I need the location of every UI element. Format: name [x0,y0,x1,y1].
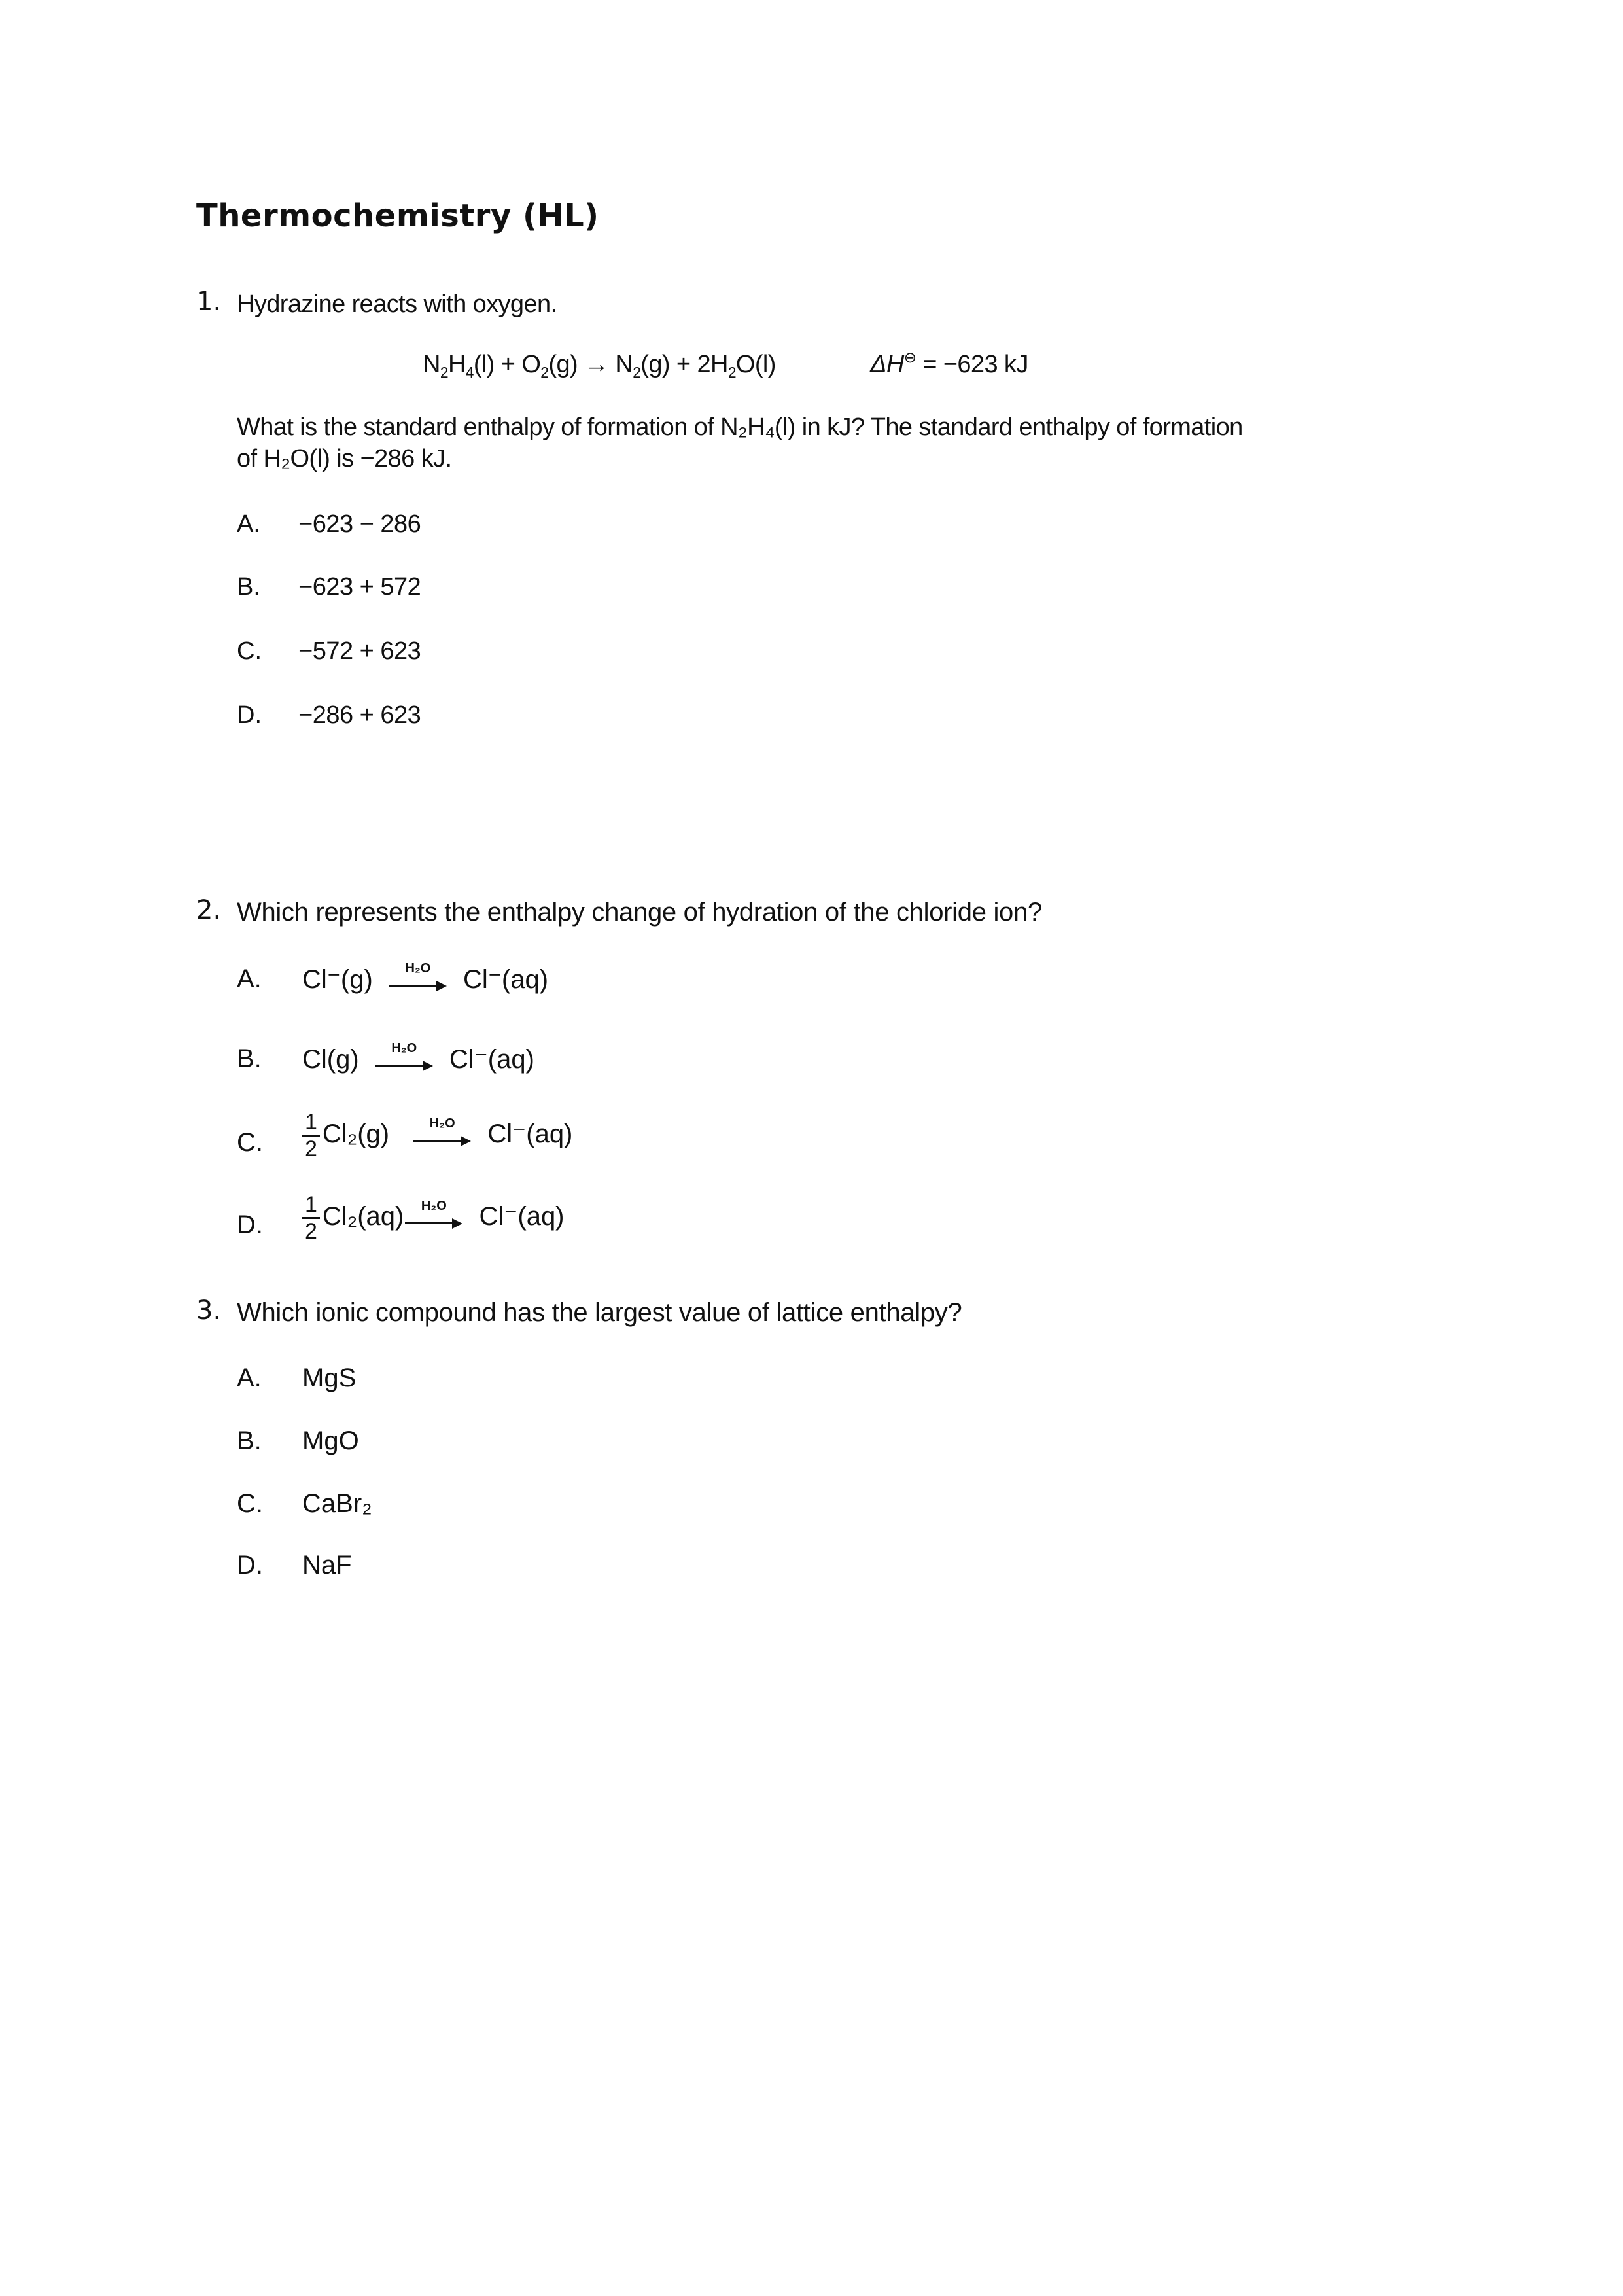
question-1-equation: $N_2H_4(l) + O_2(g) \to N_2(g) + 2H_2O(l)$ [423,351,776,381]
q2-option-d-letter: D. [237,1210,263,1239]
question-2-text: Which represents the enthalpy change of hydration of the chloride ion? [237,898,1042,927]
q2-option-d-product: Cl⁻(aq) [479,1202,565,1231]
question-1-text-line2: of H₂O(l) is −286 kJ. [237,445,452,472]
q2-option-b-equation [302,1041,534,1074]
q3-option-a-text: MgS [302,1364,357,1392]
arrow-label: H₂O [391,1041,417,1056]
q2-option-a-reactant: Cl⁻(g) [302,965,373,994]
question-1-intro: Hydrazine reacts with oxygen. [237,291,557,318]
page-title: Thermochemistry (HL) [196,198,599,234]
question-3-text: Which ionic compound has the largest value of lattice enthalpy? [237,1298,962,1327]
reaction-arrow [375,1041,433,1074]
reaction-arrow [389,961,447,994]
arrow-label: H₂O [421,1198,447,1213]
q3-option-c-letter: C. [237,1489,263,1518]
q3-option-a-letter: A. [237,1364,262,1392]
q2-option-c-letter: C. [237,1128,263,1157]
q3-option-b-letter: B. [237,1426,262,1455]
q1-option-a-text: −623 − 286 [298,510,421,538]
q2-option-b-letter: B. [237,1044,262,1073]
q2-option-a-product: Cl⁻(aq) [463,965,549,994]
enthalpy-value: = −623 kJ [922,351,1028,378]
q2-option-d-reactant: Cl₂(aq) [322,1202,404,1231]
q3-option-c-text: CaBr₂ [302,1489,372,1518]
q2-option-c-equation [302,1110,572,1161]
q1-option-a-letter: A. [237,510,260,538]
q2-option-b-reactant: Cl(g) [302,1045,359,1074]
question-1-enthalpy [870,351,1028,379]
q3-option-d-letter: D. [237,1551,263,1580]
arrow-label: H₂O [405,961,431,976]
q2-option-b-product: Cl⁻(aq) [449,1045,534,1074]
question-3-number: 3. [196,1296,222,1326]
q1-option-d-letter: D. [237,701,262,729]
question-1-text-line1: What is the standard enthalpy of formation of N₂H₄(l) in kJ? The standard enthalpy of formation [237,414,1243,441]
q2-option-c-reactant: Cl₂(g) [322,1120,390,1149]
q1-option-b-letter: B. [237,573,260,601]
q2-option-c-product: Cl⁻(aq) [487,1120,573,1149]
one-half-fraction: $\frac{1}{2}$ [302,1110,320,1161]
q3-option-d-text: NaF [302,1551,352,1580]
one-half-fraction: $\frac{1}{2}$ [302,1192,320,1244]
q1-option-c-text: −572 + 623 [298,637,421,665]
q3-option-b-text: MgO [302,1426,359,1455]
standard-state-symbol: ⊖ [903,349,916,366]
q2-option-a-letter: A. [237,964,262,993]
q2-option-d-equation [302,1192,565,1244]
question-2-number: 2. [196,895,222,925]
q2-option-a-equation [302,961,549,995]
enthalpy-symbol: ΔH [870,351,904,378]
question-1-number: 1. [196,287,222,317]
reaction-arrow [413,1116,471,1149]
reaction-arrow [405,1198,462,1231]
q1-option-d-text: −286 + 623 [298,701,421,729]
q1-option-c-letter: C. [237,637,262,665]
q1-option-b-text: −623 + 572 [298,573,421,601]
arrow-label: H₂O [429,1116,455,1131]
